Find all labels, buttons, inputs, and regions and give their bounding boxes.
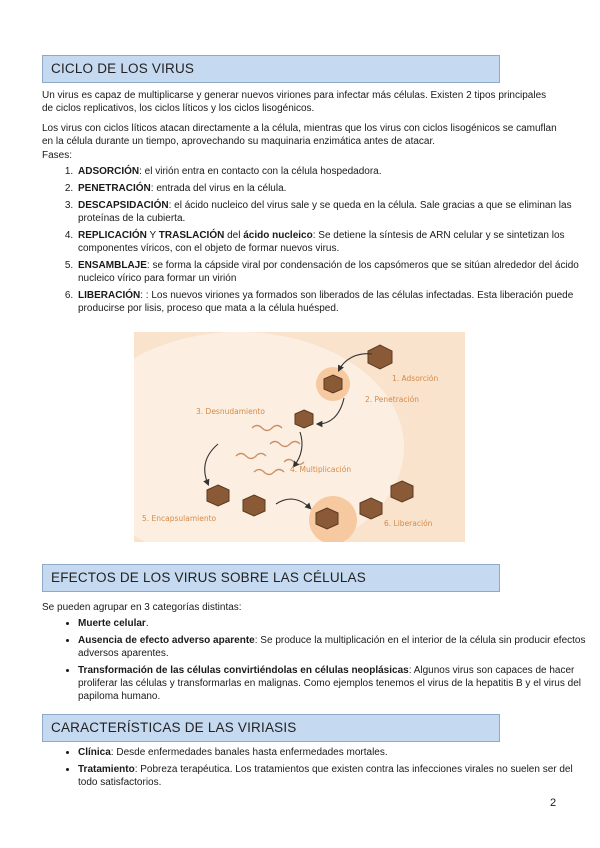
- phase-term: PENETRACIÓN: [78, 183, 151, 194]
- phase-term: ADSORCIÓN: [78, 166, 140, 177]
- virus-cycle-illustration: [134, 332, 465, 542]
- phase-text: : entrada del virus en la célula.: [150, 183, 287, 194]
- phase-term: TRASLACIÓN: [158, 230, 225, 241]
- phase-connector: Y: [146, 230, 159, 241]
- bullet-text: .: [145, 618, 149, 629]
- phase-term: REPLICACIÓN: [78, 230, 147, 241]
- section-header-ciclo: [42, 55, 500, 83]
- virus-cycle-figure: [134, 332, 465, 542]
- efectos-intro: Se pueden agrupar en 3 categorías distintas:: [42, 602, 242, 613]
- list-item: [76, 259, 592, 285]
- phase-text: : el ácido nucleico del virus sale y se queda en la célula. Sale gracias a que se eliminan las proteínas de la cubierta.: [78, 200, 572, 224]
- phase-term: LIBERACIÓN: [78, 290, 141, 301]
- section-header-efectos: [42, 564, 500, 592]
- list-item: [76, 199, 592, 225]
- list-item: [76, 165, 592, 178]
- bullet-text: : Desde enfermedades banales hasta enfermedades mortales.: [110, 747, 388, 758]
- phase-term: ácido nucleico: [243, 230, 313, 241]
- list-item: [76, 182, 592, 195]
- list-item: [78, 664, 594, 703]
- bullet-term: Tratamiento: [78, 764, 135, 775]
- list-item: [78, 746, 594, 759]
- virus-liberacion-2: [360, 498, 382, 519]
- figure-label-encapsulamiento: 5. Encapsulamiento: [142, 514, 217, 523]
- section-title: CICLO DE LOS VIRUS: [51, 61, 195, 76]
- phase-term: ENSAMBLAJE: [78, 260, 147, 271]
- virus-liberacion-3: [391, 481, 413, 502]
- caracteristicas-list: [42, 746, 594, 793]
- bullet-text: : Algunos virus son capaces de hacer proliferar las células y transformarlas en malignas. Como ejemplos tenemos el virus de la hepatitis B y el virus del papiloma humano.: [78, 665, 581, 702]
- page-number: 2: [550, 797, 557, 809]
- phase-text: : se forma la cápside viral por condensación de los capsómeros que se sitúan alrededor del ácido nucleico vírico para formar un virión: [78, 260, 579, 284]
- bullet-term: Clínica: [78, 747, 111, 758]
- virus-encapsulamiento-2: [243, 495, 265, 516]
- figure-label-multiplicacion: 4. Multiplicación: [290, 465, 352, 474]
- bullet-term: Muerte celular: [78, 618, 146, 629]
- list-item: [78, 634, 594, 660]
- phases-list: [42, 165, 592, 319]
- phase-connector: del: [224, 230, 244, 241]
- bullet-text: : Se produce la multiplicación en el interior de la célula sin producir efectos adversos aparentes.: [78, 635, 586, 659]
- phase-text: : Se detiene la síntesis de ARN celular y se sintetizan los componentes víricos, con el objeto de formar nuevos virus.: [78, 230, 565, 254]
- virus-encapsulamiento-1: [207, 485, 229, 506]
- phase-text: : : Los nuevos viriones ya formados son liberados de las células infectadas. Esta liberación puede producirse por lisis, proceso que mata a la célula huésped.: [78, 290, 574, 314]
- virus-desnudamiento: [295, 410, 313, 428]
- figure-label-penetracion: 2. Penetración: [365, 395, 419, 404]
- phase-text: : el virión entra en contacto con la célula hospedadora.: [139, 166, 382, 177]
- section-title: EFECTOS DE LOS VIRUS SOBRE LAS CÉLULAS: [51, 570, 366, 585]
- bullet-term: Ausencia de efecto adverso aparente: [78, 635, 255, 646]
- list-item: [78, 617, 594, 630]
- list-item: [76, 229, 592, 255]
- fases-label: Fases:: [42, 150, 73, 161]
- phase-term: DESCAPSIDACIÓN: [78, 200, 169, 211]
- list-item: [76, 289, 592, 315]
- efectos-list: [42, 617, 594, 707]
- bullet-term: Transformación de las células convirtiéndolas en células neoplásicas: [78, 665, 409, 676]
- intro-paragraph-1: Un virus es capaz de multiplicarse y generar nuevos viriones para infectar más células. Existen 2 tipos principales de ciclos replicativos, los ciclos líticos y los ciclos lisogénicos.: [42, 90, 547, 114]
- list-item: [78, 763, 594, 789]
- virus-liberacion-1: [316, 508, 338, 529]
- figure-label-desnudamiento: 3. Desnudamiento: [196, 407, 265, 416]
- section-header-caracteristicas: [42, 714, 500, 742]
- intro-paragraph-2: Los virus con ciclos líticos atacan directamente a la célula, mientras que los virus con ciclos lisogénicos se camuflan en la célula durante un tiempo, aprovechando su maquinaria enzimática antes de atacar.: [42, 123, 557, 147]
- figure-label-liberacion: 6. Liberación: [384, 519, 433, 528]
- virus-penetracion: [324, 375, 342, 393]
- figure-label-adsorcion: 1. Adsorción: [392, 374, 439, 383]
- bullet-text: : Pobreza terapéutica. Los tratamientos que existen contra las infecciones virales no suelen ser del todo satisfactorios.: [78, 764, 573, 788]
- section-title: CARACTERÍSTICAS DE LAS VIRIASIS: [51, 720, 297, 735]
